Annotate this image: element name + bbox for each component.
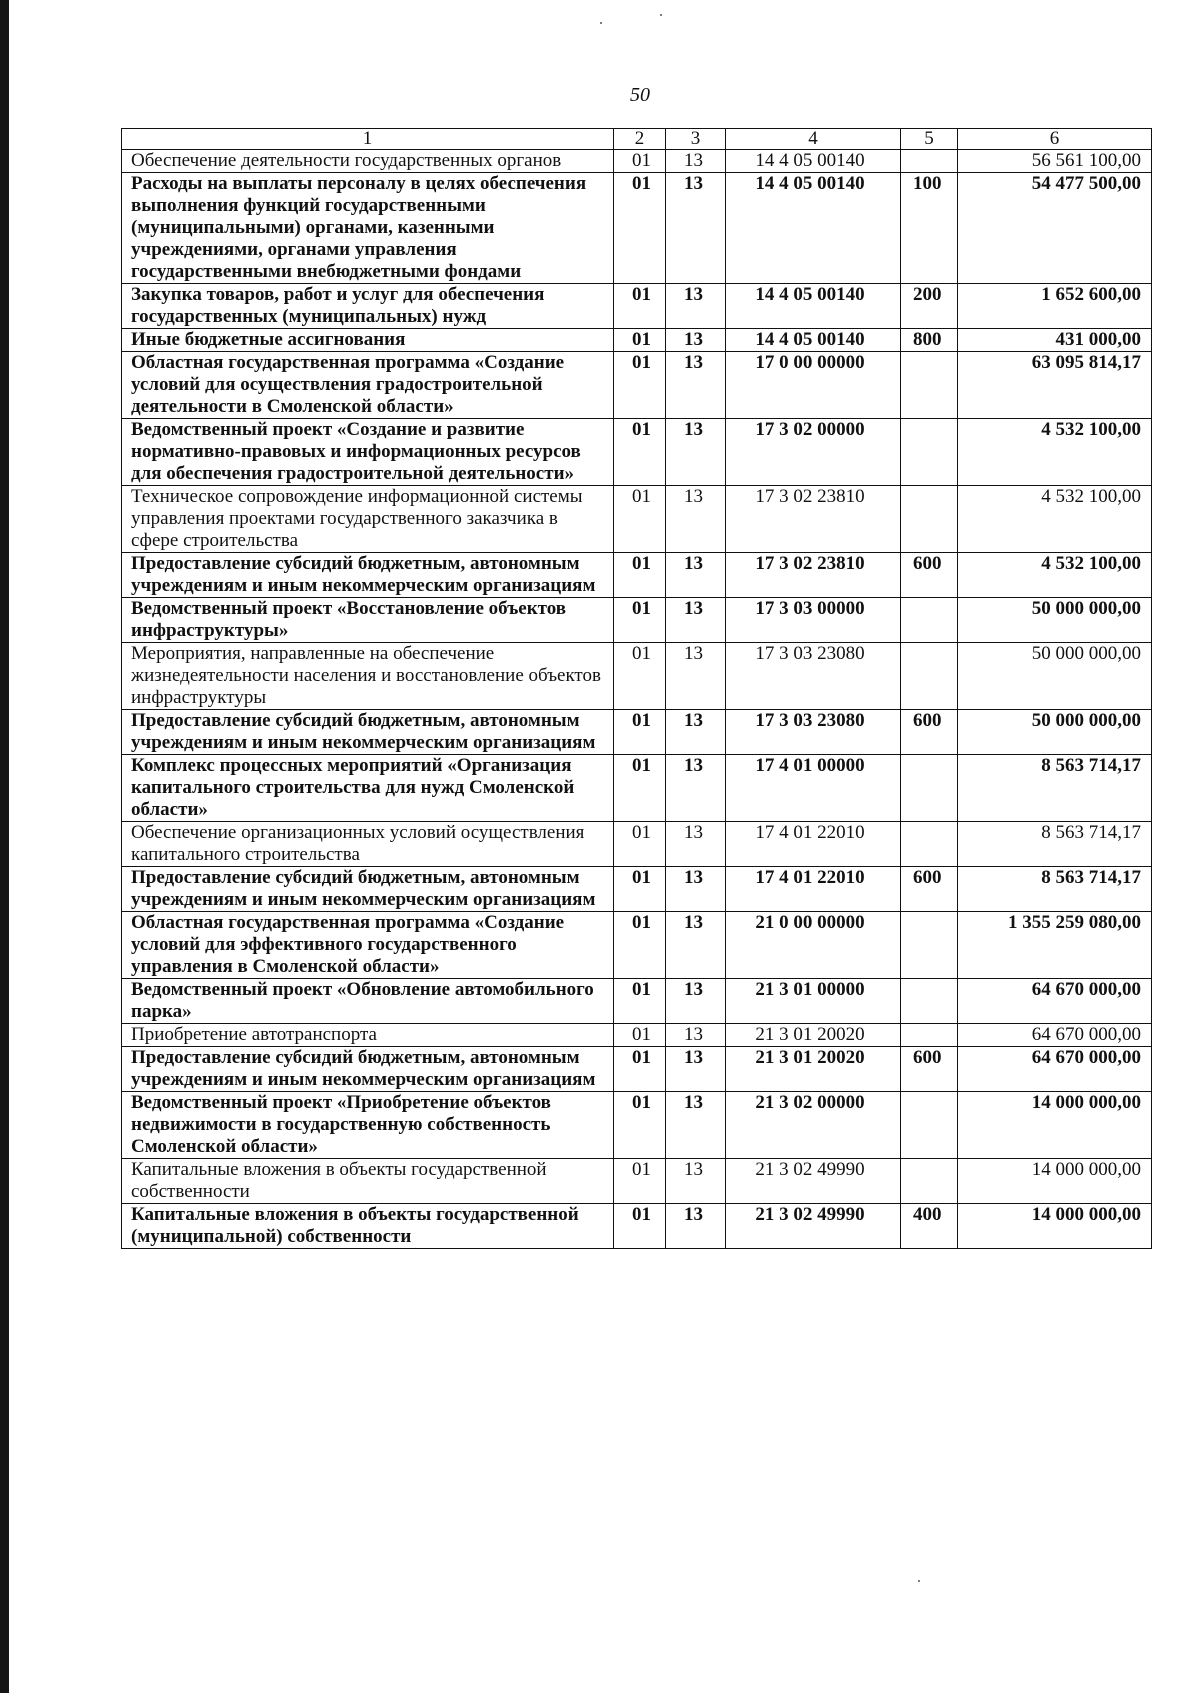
table-row <box>122 912 1152 979</box>
cell-section: 01 <box>614 912 666 979</box>
cell-subsection: 13 <box>666 710 726 755</box>
cell-expense-type: 600 <box>901 553 958 598</box>
cell-subsection: 13 <box>666 979 726 1024</box>
cell-section: 01 <box>614 710 666 755</box>
cell-expense-type <box>901 150 958 173</box>
cell-amount: 1 355 259 080,00 <box>958 912 1152 979</box>
table-row <box>122 419 1152 486</box>
budget-table <box>121 128 1152 1249</box>
cell-expense-type: 800 <box>901 329 958 352</box>
cell-expense-type <box>901 822 958 867</box>
cell-subsection: 13 <box>666 150 726 173</box>
cell-amount: 4 532 100,00 <box>958 486 1152 553</box>
cell-target-code: 17 0 00 00000 <box>726 352 901 419</box>
cell-target-code: 17 3 03 00000 <box>726 598 901 643</box>
cell-section: 01 <box>614 352 666 419</box>
cell-target-code: 17 3 02 23810 <box>726 553 901 598</box>
table-row <box>122 1024 1152 1047</box>
header-row <box>122 129 1152 150</box>
cell-amount: 54 477 500,00 <box>958 173 1152 284</box>
cell-section: 01 <box>614 553 666 598</box>
table-row <box>122 643 1152 710</box>
cell-expense-type <box>901 352 958 419</box>
cell-target-code: 21 3 02 49990 <box>726 1159 901 1204</box>
table-row <box>122 979 1152 1024</box>
cell-name: Ведомственный проект «Обновление автомобильного парка» <box>122 979 614 1024</box>
table-row <box>122 486 1152 553</box>
cell-name: Расходы на выплаты персоналу в целях обеспечения выполнения функций государственными (муниципальными) органами, казенными учреждениями, органами управления государственными внебюджетными фондами <box>122 173 614 284</box>
cell-subsection: 13 <box>666 598 726 643</box>
cell-name: Обеспечение деятельности государственных органов <box>122 150 614 173</box>
cell-name: Закупка товаров, работ и услуг для обеспечения государственных (муниципальных) нужд <box>122 284 614 329</box>
table-row <box>122 710 1152 755</box>
cell-target-code: 21 3 01 00000 <box>726 979 901 1024</box>
page-number: 50 <box>630 84 650 106</box>
cell-name: Областная государственная программа «Создание условий для эффективного государственного управления в Смоленской области» <box>122 912 614 979</box>
cell-subsection: 13 <box>666 419 726 486</box>
table-row <box>122 173 1152 284</box>
table-row <box>122 284 1152 329</box>
cell-expense-type <box>901 1159 958 1204</box>
cell-target-code: 17 4 01 00000 <box>726 755 901 822</box>
cell-name: Предоставление субсидий бюджетным, автономным учреждениям и иным некоммерческим организациям <box>122 1047 614 1092</box>
cell-name: Областная государственная программа «Создание условий для осуществления градостроительной деятельности в Смоленской области» <box>122 352 614 419</box>
table-row <box>122 598 1152 643</box>
scan-edge <box>0 0 9 1693</box>
cell-subsection: 13 <box>666 553 726 598</box>
header-cell: 2 <box>614 129 666 150</box>
cell-name: Иные бюджетные ассигнования <box>122 329 614 352</box>
cell-expense-type <box>901 1092 958 1159</box>
cell-subsection: 13 <box>666 352 726 419</box>
cell-target-code: 14 4 05 00140 <box>726 284 901 329</box>
cell-subsection: 13 <box>666 822 726 867</box>
table-row <box>122 1204 1152 1249</box>
cell-section: 01 <box>614 1024 666 1047</box>
cell-target-code: 21 3 01 20020 <box>726 1047 901 1092</box>
cell-name: Ведомственный проект «Приобретение объектов недвижимости в государственную собственность Смоленской области» <box>122 1092 614 1159</box>
cell-section: 01 <box>614 643 666 710</box>
cell-section: 01 <box>614 867 666 912</box>
cell-amount: 8 563 714,17 <box>958 755 1152 822</box>
cell-expense-type <box>901 419 958 486</box>
cell-subsection: 13 <box>666 1159 726 1204</box>
cell-amount: 56 561 100,00 <box>958 150 1152 173</box>
cell-target-code: 21 3 02 49990 <box>726 1204 901 1249</box>
cell-amount: 50 000 000,00 <box>958 598 1152 643</box>
cell-amount: 64 670 000,00 <box>958 979 1152 1024</box>
table-row <box>122 1092 1152 1159</box>
cell-name: Капитальные вложения в объекты государственной (муниципальной) собственности <box>122 1204 614 1249</box>
cell-target-code: 21 3 02 00000 <box>726 1092 901 1159</box>
cell-subsection: 13 <box>666 1047 726 1092</box>
cell-section: 01 <box>614 486 666 553</box>
cell-section: 01 <box>614 419 666 486</box>
cell-section: 01 <box>614 1159 666 1204</box>
cell-expense-type <box>901 755 958 822</box>
cell-subsection: 13 <box>666 912 726 979</box>
cell-section: 01 <box>614 150 666 173</box>
cell-target-code: 17 4 01 22010 <box>726 822 901 867</box>
cell-subsection: 13 <box>666 643 726 710</box>
header-cell: 1 <box>122 129 614 150</box>
table-row <box>122 1047 1152 1092</box>
cell-section: 01 <box>614 979 666 1024</box>
table-row <box>122 553 1152 598</box>
cell-name: Ведомственный проект «Создание и развитие нормативно-правовых и информационных ресурсов для обеспечения градостроительной деятельности» <box>122 419 614 486</box>
cell-target-code: 21 3 01 20020 <box>726 1024 901 1047</box>
cell-expense-type: 600 <box>901 867 958 912</box>
cell-section: 01 <box>614 284 666 329</box>
cell-expense-type <box>901 486 958 553</box>
cell-section: 01 <box>614 173 666 284</box>
cell-section: 01 <box>614 755 666 822</box>
cell-expense-type: 600 <box>901 710 958 755</box>
cell-target-code: 17 4 01 22010 <box>726 867 901 912</box>
cell-expense-type: 100 <box>901 173 958 284</box>
cell-expense-type: 600 <box>901 1047 958 1092</box>
cell-expense-type <box>901 598 958 643</box>
cell-name: Предоставление субсидий бюджетным, автономным учреждениям и иным некоммерческим организациям <box>122 867 614 912</box>
cell-target-code: 14 4 05 00140 <box>726 150 901 173</box>
cell-subsection: 13 <box>666 486 726 553</box>
cell-amount: 8 563 714,17 <box>958 822 1152 867</box>
cell-amount: 14 000 000,00 <box>958 1159 1152 1204</box>
cell-subsection: 13 <box>666 1092 726 1159</box>
cell-expense-type <box>901 912 958 979</box>
cell-name: Техническое сопровождение информационной системы управления проектами государственного заказчика в сфере строительства <box>122 486 614 553</box>
cell-name: Мероприятия, направленные на обеспечение жизнедеятельности населения и восстановление объектов инфраструктуры <box>122 643 614 710</box>
table-body <box>122 129 1152 1249</box>
cell-target-code: 14 4 05 00140 <box>726 173 901 284</box>
cell-expense-type <box>901 643 958 710</box>
cell-target-code: 17 3 02 00000 <box>726 419 901 486</box>
cell-section: 01 <box>614 1204 666 1249</box>
cell-amount: 4 532 100,00 <box>958 419 1152 486</box>
cell-name: Комплекс процессных мероприятий «Организация капитального строительства для нужд Смоленской области» <box>122 755 614 822</box>
header-cell: 6 <box>958 129 1152 150</box>
cell-name: Приобретение автотранспорта <box>122 1024 614 1047</box>
cell-expense-type: 400 <box>901 1204 958 1249</box>
cell-amount: 50 000 000,00 <box>958 710 1152 755</box>
cell-amount: 14 000 000,00 <box>958 1204 1152 1249</box>
cell-subsection: 13 <box>666 173 726 284</box>
cell-subsection: 13 <box>666 1204 726 1249</box>
cell-target-code: 14 4 05 00140 <box>726 329 901 352</box>
cell-section: 01 <box>614 598 666 643</box>
cell-subsection: 13 <box>666 755 726 822</box>
cell-name: Ведомственный проект «Восстановление объектов инфраструктуры» <box>122 598 614 643</box>
scan-speck <box>600 22 602 24</box>
table-row <box>122 755 1152 822</box>
cell-amount: 4 532 100,00 <box>958 553 1152 598</box>
header-cell: 5 <box>901 129 958 150</box>
cell-subsection: 13 <box>666 284 726 329</box>
cell-expense-type <box>901 979 958 1024</box>
table-row <box>122 352 1152 419</box>
cell-amount: 63 095 814,17 <box>958 352 1152 419</box>
cell-amount: 8 563 714,17 <box>958 867 1152 912</box>
cell-subsection: 13 <box>666 1024 726 1047</box>
cell-section: 01 <box>614 822 666 867</box>
table-row <box>122 1159 1152 1204</box>
cell-amount: 64 670 000,00 <box>958 1047 1152 1092</box>
cell-expense-type: 200 <box>901 284 958 329</box>
table-row <box>122 329 1152 352</box>
cell-target-code: 21 0 00 00000 <box>726 912 901 979</box>
cell-subsection: 13 <box>666 867 726 912</box>
table-row <box>122 150 1152 173</box>
table-row <box>122 822 1152 867</box>
cell-name: Капитальные вложения в объекты государственной собственности <box>122 1159 614 1204</box>
cell-target-code: 17 3 03 23080 <box>726 643 901 710</box>
cell-target-code: 17 3 02 23810 <box>726 486 901 553</box>
table-row <box>122 867 1152 912</box>
cell-target-code: 17 3 03 23080 <box>726 710 901 755</box>
cell-section: 01 <box>614 1092 666 1159</box>
cell-section: 01 <box>614 1047 666 1092</box>
header-cell: 4 <box>726 129 901 150</box>
cell-expense-type <box>901 1024 958 1047</box>
cell-name: Предоставление субсидий бюджетным, автономным учреждениям и иным некоммерческим организациям <box>122 710 614 755</box>
scan-speck <box>660 14 662 16</box>
cell-amount: 14 000 000,00 <box>958 1092 1152 1159</box>
cell-amount: 64 670 000,00 <box>958 1024 1152 1047</box>
header-cell: 3 <box>666 129 726 150</box>
cell-section: 01 <box>614 329 666 352</box>
cell-name: Предоставление субсидий бюджетным, автономным учреждениям и иным некоммерческим организациям <box>122 553 614 598</box>
cell-amount: 50 000 000,00 <box>958 643 1152 710</box>
cell-name: Обеспечение организационных условий осуществления капитального строительства <box>122 822 614 867</box>
cell-amount: 1 652 600,00 <box>958 284 1152 329</box>
cell-subsection: 13 <box>666 329 726 352</box>
cell-amount: 431 000,00 <box>958 329 1152 352</box>
scan-speck <box>918 1580 920 1582</box>
